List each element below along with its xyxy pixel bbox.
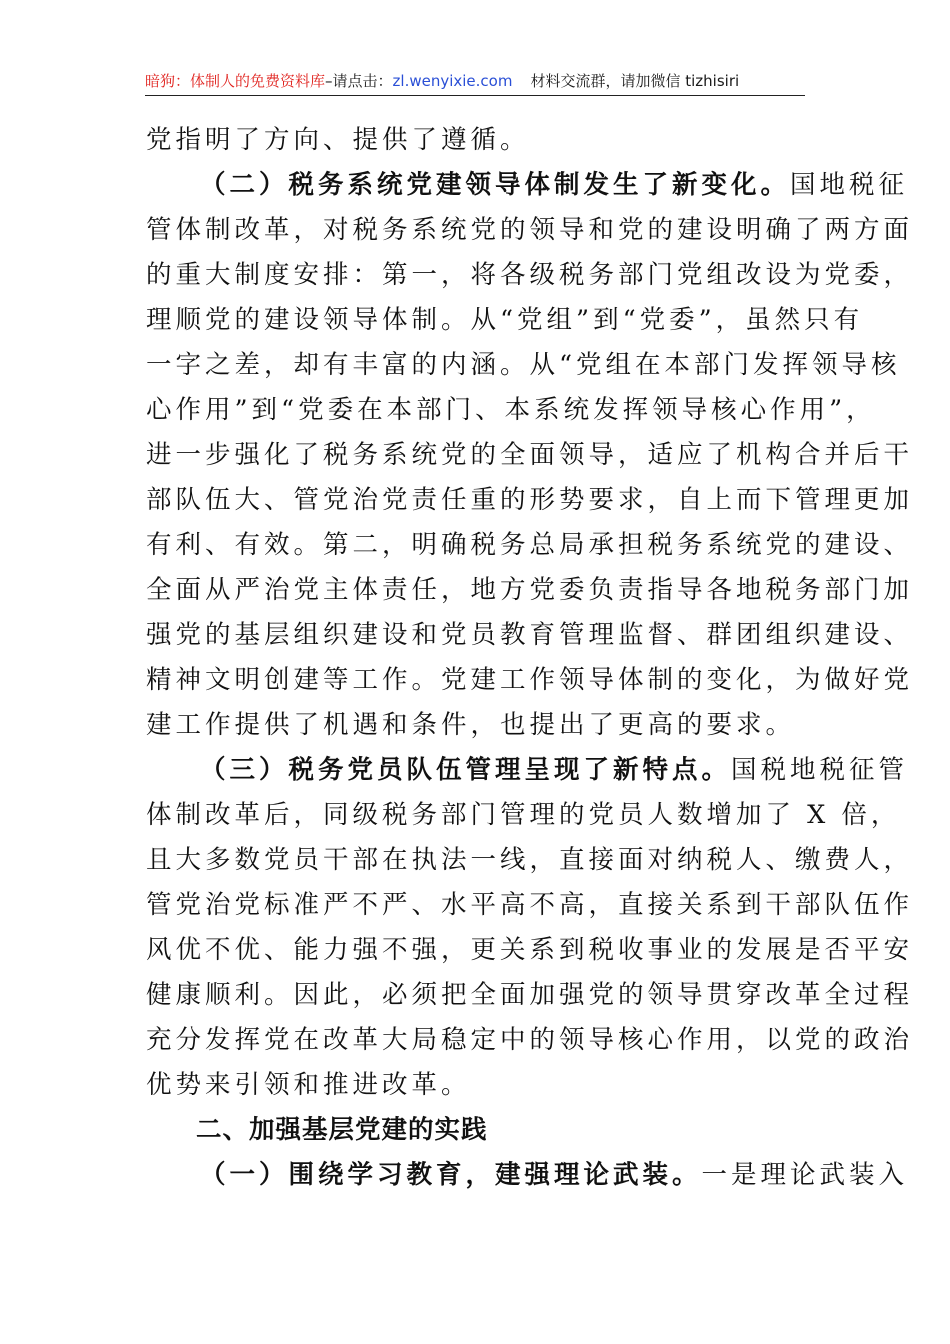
line-text: 国地税征 <box>790 170 909 200</box>
line-text: 理顺党的建设领导体制。从“党组”到“党委”，虽然只有 <box>146 305 864 335</box>
line-text: 进一步强化了税务系统党的全面领导，适应了机构合并后干 <box>146 440 914 470</box>
subheading-text: （二）税务系统党建领导体制发生了新变化。 <box>200 170 791 200</box>
header-click-prompt: –请点击： <box>325 72 393 90</box>
line-text: 且大多数党员干部在执法一线，直接面对纳税人、缴费人， <box>146 845 914 875</box>
paragraph-line <box>146 883 914 928</box>
paragraph-line <box>146 613 914 658</box>
paragraph-line <box>146 1153 909 1198</box>
paragraph-line <box>146 478 914 523</box>
paragraph-line <box>146 838 914 883</box>
line-text: 强党的基层组织建设和党员教育管理监督、群团组织建设、 <box>146 620 914 650</box>
header-url-link[interactable]: zl.wenyixie.com <box>392 72 513 90</box>
paragraph-line <box>146 163 909 208</box>
line-text: 的重大制度安排：第一，将各级税务部门党组改设为党委， <box>146 260 914 290</box>
line-text: 管体制改革，对税务系统党的领导和党的建设明确了两方面 <box>146 215 914 245</box>
line-text: 管党治党标准严不严、水平高不高，直接关系到干部队伍作 <box>146 890 914 920</box>
paragraph-line <box>146 748 909 793</box>
paragraph-line <box>146 1018 914 1063</box>
line-text: 一是理论武装入 <box>701 1160 909 1190</box>
paragraph-line <box>146 523 914 568</box>
paragraph-line <box>146 388 876 433</box>
paragraph-line <box>146 433 914 478</box>
paragraph-line <box>146 1063 806 1108</box>
line-text: 健康顺利。因此，必须把全面加强党的领导贯穿改革全过程 <box>146 980 914 1010</box>
line-text: 充分发挥党在改革大局稳定中的领导核心作用，以党的政治 <box>146 1025 914 1055</box>
paragraph-line <box>146 658 914 703</box>
line-text: 党指明了方向、提供了遵循。 <box>146 125 530 155</box>
paragraph-line <box>146 343 901 388</box>
line-text: 体制改革后，同级税务部门管理的党员人数增加了 X 倍， <box>146 800 901 830</box>
paragraph-line <box>146 568 914 613</box>
paragraph-line <box>146 793 901 838</box>
document-body <box>146 118 914 1198</box>
header-site-name: 暗狗：体制人的免费资料库 <box>145 72 326 90</box>
paragraph-line <box>146 928 914 973</box>
line-text: 全面从严治党主体责任，地方党委负责指导各地税务部门加 <box>146 575 914 605</box>
line-text: 风优不优、能力强不强，更关系到税收事业的发展是否平安 <box>146 935 914 965</box>
paragraph-line <box>146 118 806 163</box>
line-text: 一字之差，却有丰富的内涵。从“党组在本部门发挥领导核 <box>146 350 901 380</box>
paragraph-line <box>146 973 914 1018</box>
line-text: 建工作提供了机遇和条件，也提出了更高的要求。 <box>146 710 796 740</box>
line-text: 精神文明创建等工作。党建工作领导体制的变化，为做好党 <box>146 665 914 695</box>
paragraph-line <box>146 298 864 343</box>
header-divider <box>145 95 805 96</box>
subheading-text: （一）围绕学习教育，建强理论武装。 <box>200 1160 702 1190</box>
header-contact: 材料交流群，请加微信 tizhisiri <box>530 72 740 90</box>
line-text: 国税地税征管 <box>731 755 909 785</box>
line-text: 心作用”到“党委在本部门、本系统发挥领导核心作用”， <box>146 395 876 425</box>
line-text: 有利、有效。第二，明确税务总局承担税务系统党的建设、 <box>146 530 914 560</box>
section-heading: 二、加强基层党建的实践 <box>196 1115 488 1145</box>
subheading-text: （三）税务党员队伍管理呈现了新特点。 <box>200 755 732 785</box>
paragraph-line <box>146 208 914 253</box>
paragraph-line <box>146 703 806 748</box>
line-text: 部队伍大、管党治党责任重的形势要求，自上而下管理更加 <box>146 485 914 515</box>
line-text: 优势来引领和推进改革。 <box>146 1070 471 1100</box>
paragraph-line <box>146 253 914 298</box>
page-header <box>145 70 805 94</box>
